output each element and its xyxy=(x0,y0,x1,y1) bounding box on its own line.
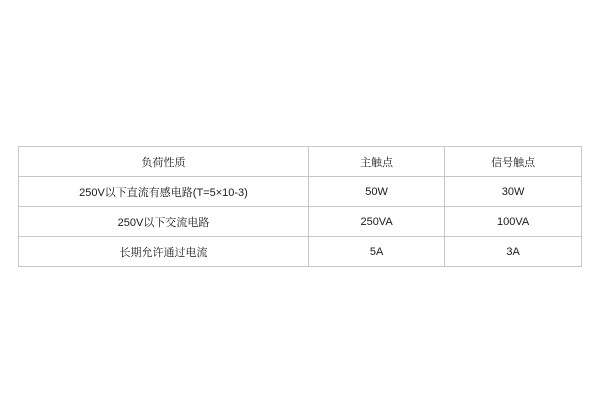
table-cell: 250V以下交流电路 xyxy=(19,207,309,237)
table-row xyxy=(19,207,582,237)
table-cell: 100VA xyxy=(445,207,582,237)
table-row xyxy=(19,237,582,267)
table-cell: 250V以下直流有感电路(T=5×10-3) xyxy=(19,177,309,207)
table-cell: 30W xyxy=(445,177,582,207)
table-header-row xyxy=(19,147,582,177)
spec-table-container xyxy=(18,146,582,267)
spec-table xyxy=(18,146,582,267)
table-header-cell: 信号触点 xyxy=(445,147,582,177)
table-cell: 250VA xyxy=(308,207,444,237)
table-cell: 长期允许通过电流 xyxy=(19,237,309,267)
table-header-cell: 负荷性质 xyxy=(19,147,309,177)
table-cell: 3A xyxy=(445,237,582,267)
table-row xyxy=(19,177,582,207)
table-cell: 5A xyxy=(308,237,444,267)
table-header-cell: 主触点 xyxy=(308,147,444,177)
table-cell: 50W xyxy=(308,177,444,207)
